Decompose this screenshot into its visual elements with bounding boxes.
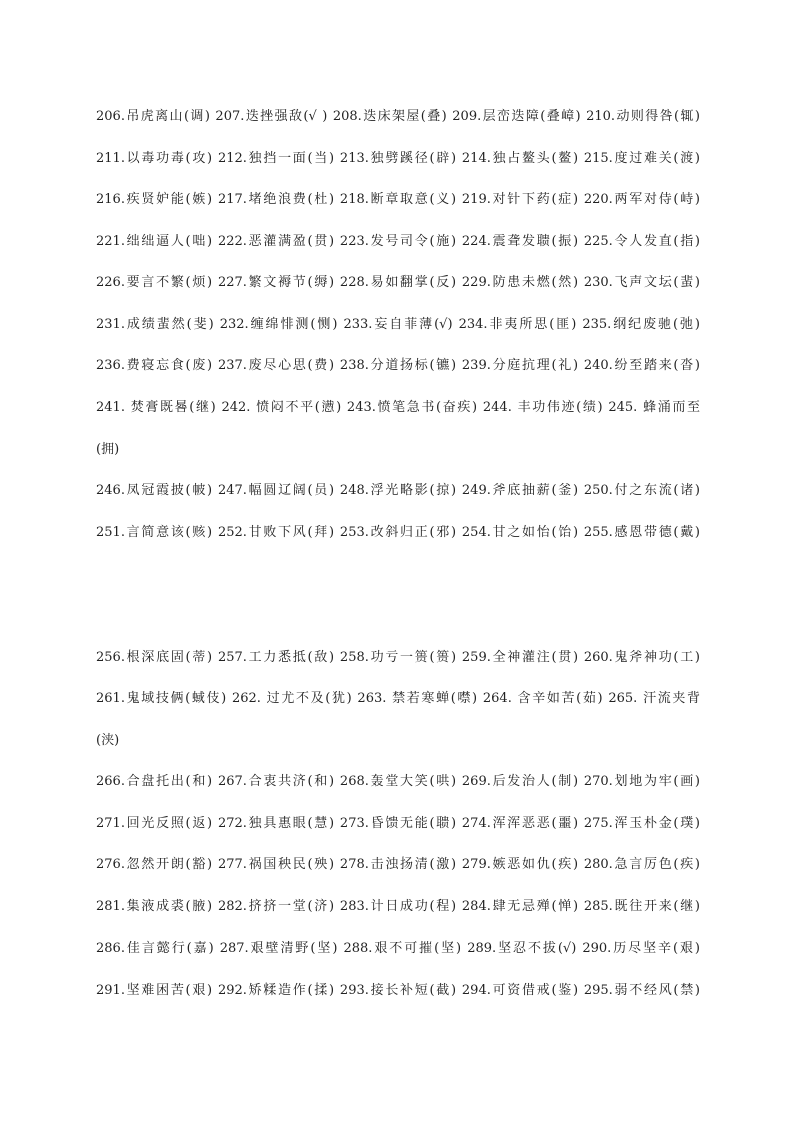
text-line: 246.凤冠霞披(帔) 247.幅圆辽阔(员) 248.浮光略影(掠) 249.斧底抽薪(釜) 250.付之东流(诸) (96, 483, 700, 498)
text-line: 286.佳言懿行(嘉) 287.艰壁清野(坚) 288.艰不可摧(坚) 289.坚忍不拔(√) 290.历尽坚辛(艰) (96, 941, 700, 956)
text-line: 206.吊虎离山(调) 207.迭挫强敌(√ ) 208.迭床架屋(叠) 209.层峦迭障(叠嶂) 210.动则得咎(辄) (96, 109, 700, 124)
text-line: 216.疾贤妒能(嫉) 217.堵绝浪费(杜) 218.断章取意(义) 219.对针下药(症) 220.两军对侍(峙) (96, 192, 700, 207)
text-line: (拥) (96, 442, 120, 457)
text-line: 231.成绩蜚然(斐) 232.缠绵悱测(恻) 233.妄自菲薄(√) 234.非夷所思(匪) 235.纲纪废驰(弛) (96, 317, 700, 332)
text-line: 271.回光反照(返) 272.独具惠眼(慧) 273.昏馈无能(聩) 274.浑浑恶恶(噩) 275.浑玉朴金(璞) (96, 816, 700, 831)
text-line: 276.忽然开朗(豁) 277.祸国秧民(殃) 278.击浊扬清(激) 279.嫉恶如仇(疾) 280.急言厉色(疾) (96, 857, 700, 872)
text-line: 211.以毒功毒(攻) 212.独挡一面(当) 213.独劈蹊径(辟) 214.独占鳌头(鳌) 215.度过难关(渡) (96, 151, 700, 166)
text-line: 226.要言不繁(烦) 227.繁文褥节(缛) 228.易如翻掌(反) 229.防患未燃(然) 230.飞声文坛(蜚) (96, 275, 700, 290)
text-line: 266.合盘托出(和) 267.合衷共济(和) 268.轰堂大笑(哄) 269.后发治人(制) 270.划地为牢(画) (96, 774, 700, 789)
text-line: 281.集液成裘(腋) 282.挤挤一堂(济) 283.计日成功(程) 284.肆无忌殚(惮) 285.既往开来(继) (96, 899, 700, 914)
text-line: 291.坚难困苦(艰) 292.矫糅造作(揉) 293.接长补短(截) 294.可资借戒(鉴) 295.弱不经风(禁) (96, 983, 700, 998)
text-line: 261.鬼域技俩(蜮伎) 262. 过尤不及(犹) 263. 禁若寒蝉(噤) 264. 含辛如苦(茹) 265. 汗流夹背 (96, 691, 700, 706)
text-line: 236.费寝忘食(废) 237.废尽心思(费) 238.分道扬标(镳) 239.分庭抗理(礼) 240.纷至踏来(沓) (96, 358, 700, 373)
text-line: 256.根深底固(蒂) 257.工力悉抵(敌) 258.功亏一篑(篑) 259.全神灌注(贯) 260.鬼斧神功(工) (96, 650, 700, 665)
text-line: (浃) (96, 733, 120, 748)
text-line: 241. 焚膏既晷(继) 242. 愤闷不平(懑) 243.愤笔急书(奋疾) 244. 丰功伟迹(绩) 245. 蜂涌而至 (96, 400, 700, 415)
text-line: 251.言简意该(赅) 252.甘败下风(拜) 253.改斜归正(邪) 254.甘之如怡(饴) 255.感恩带德(戴) (96, 525, 700, 540)
text-line: 221.绌绌逼人(咄) 222.恶灌满盈(贯) 223.发号司令(施) 224.震聋发聩(振) 225.令人发直(指) (96, 234, 700, 249)
